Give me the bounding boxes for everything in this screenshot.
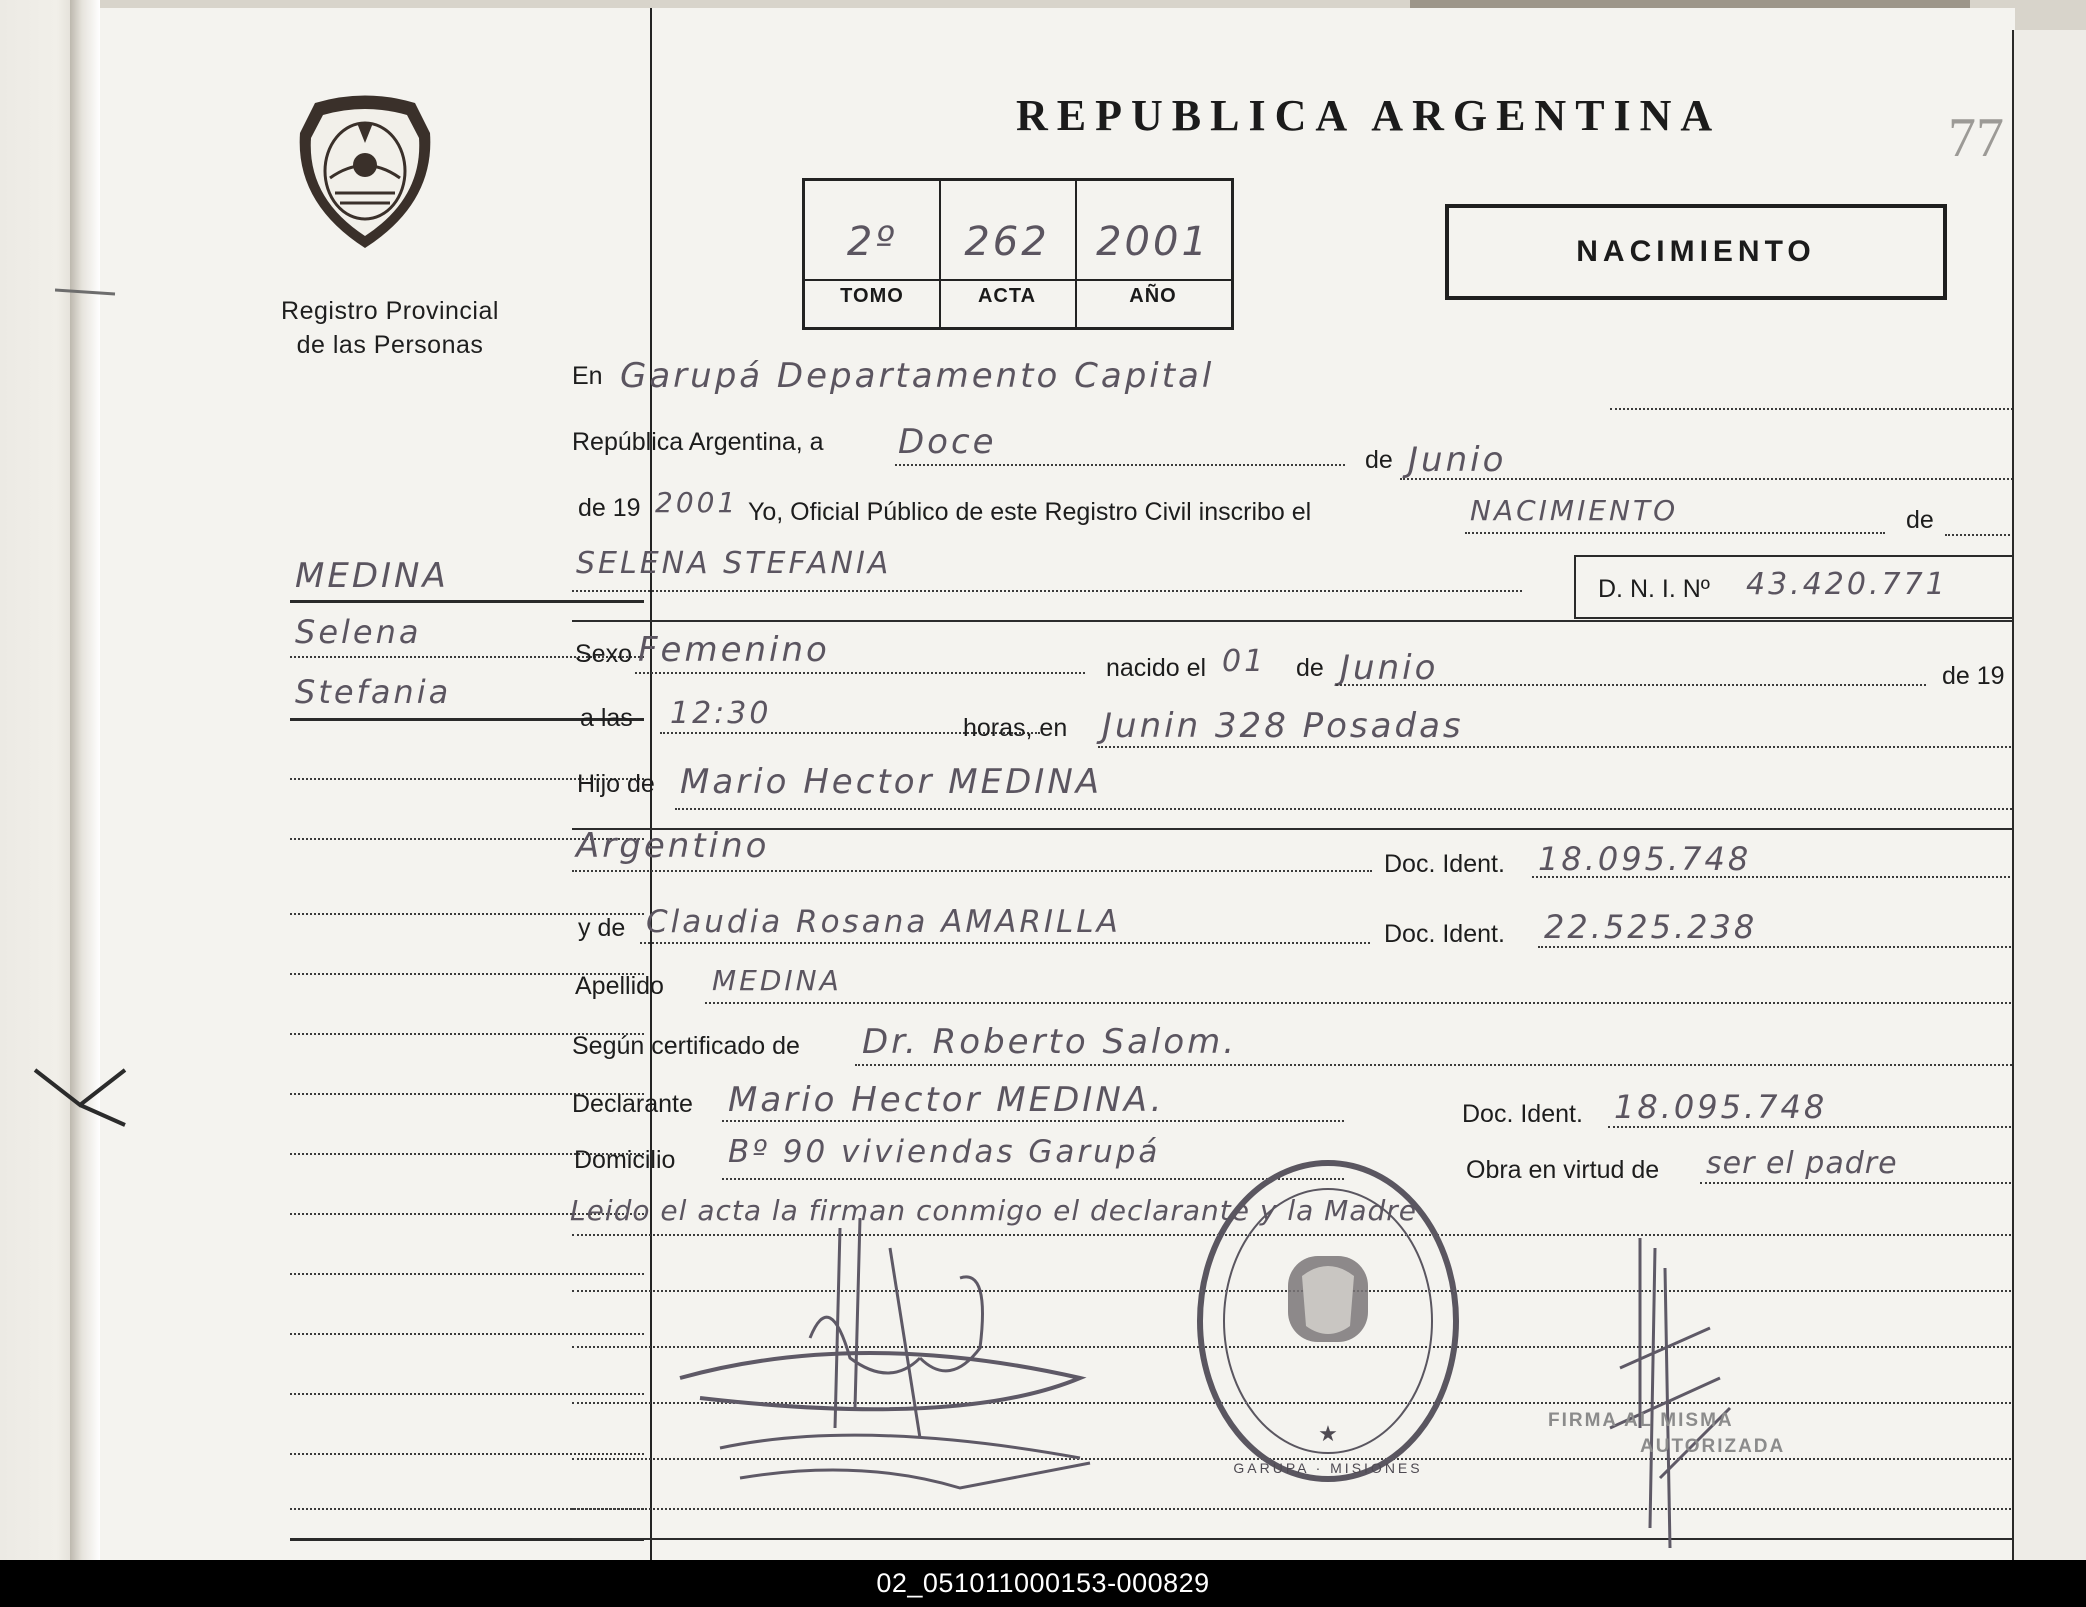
y-de-label: y de: [578, 914, 626, 942]
en-label: En: [572, 362, 603, 390]
signature-official-icon: [1600, 1228, 1750, 1558]
declarante-label: Declarante: [572, 1090, 693, 1118]
tomo-value: 2º: [846, 219, 898, 265]
mother-name-value: Claudia Rosana AMARILLA: [646, 904, 1121, 940]
horas-label: horas, en: [963, 714, 1068, 742]
declarante-doc-label: Doc. Ident.: [1462, 1100, 1583, 1128]
acta-value: 262: [964, 219, 1050, 265]
hijo-label: Hijo de: [577, 770, 655, 798]
dotted-line: [1400, 478, 2085, 480]
de-label: de: [1365, 446, 1393, 474]
sidebar-given-name-1: Selena: [295, 613, 422, 651]
birth-time-value: 12:30: [670, 696, 772, 731]
sexo-value: Femenino: [638, 630, 830, 670]
dotted-line: [895, 464, 1345, 466]
mother-doc-value: 22.525.238: [1544, 908, 1758, 946]
registry-title-line1: Registro Provincial: [281, 297, 499, 325]
anio-value: 2001: [1096, 219, 1210, 265]
official-signature-block: [1548, 1408, 1785, 1460]
sidebar-line: [290, 1393, 644, 1395]
binding-thread-icon: [30, 1060, 130, 1130]
apellido-value: MEDINA: [712, 964, 842, 997]
birth-day-value: 01: [1222, 644, 1267, 679]
sidebar-line: [290, 1273, 644, 1275]
svg-text:★: ★: [1318, 1421, 1338, 1446]
obra-value: ser el padre: [1706, 1146, 1898, 1181]
dotted-line: [1538, 946, 2083, 948]
anio-label: AÑO: [1129, 285, 1177, 307]
obra-label: Obra en virtud de: [1466, 1156, 1660, 1184]
registry-title: [250, 294, 530, 362]
dotted-line: [855, 1064, 2083, 1066]
section-rule: [572, 828, 2085, 830]
next-page-edge: [2012, 30, 2086, 1560]
acta-cell: [939, 181, 1077, 327]
anio-cell: [1075, 181, 1231, 327]
dni-box: [1574, 555, 2086, 619]
record-box: [802, 178, 1234, 330]
dotted-line: [705, 1002, 2083, 1004]
official-line1: FIRMA AL MISMA: [1548, 1410, 1734, 1431]
a-las-label: a las: [580, 704, 633, 732]
father-doc-label: Doc. Ident.: [1384, 850, 1505, 878]
sidebar-line: [290, 1333, 644, 1335]
apellido-label: Apellido: [575, 972, 664, 1000]
stamp-bottom-text: GARUPA · MISIONES: [1233, 1460, 1423, 1476]
dni-label: D. N. I. Nº: [1598, 575, 1710, 603]
domicilio-value: Bº 90 viviendas Garupá: [728, 1134, 1161, 1170]
dotted-line: [675, 808, 2083, 810]
birth-place-value: Junin 328 Posadas: [1102, 706, 1464, 746]
de-label-3: de: [1296, 654, 1324, 682]
binding-thread-icon: [55, 270, 125, 310]
certificate-page: [100, 8, 2015, 1560]
tomo-cell: [805, 181, 941, 327]
father-doc-value: 18.095.748: [1538, 840, 1752, 878]
image-caption: 02_051011000153-000829: [876, 1568, 1210, 1598]
dni-value: 43.420.771: [1746, 567, 1948, 602]
father-nationality-value: Argentino: [576, 826, 770, 866]
father-name-value: Mario Hector MEDINA: [680, 762, 1103, 802]
provincial-seal-icon: [295, 93, 435, 253]
birth-month-value: Junio: [1340, 648, 1439, 688]
declarante-value: Mario Hector MEDINA.: [728, 1080, 1165, 1120]
republica-label: República Argentina, a: [572, 428, 824, 456]
de-year-label-2: de 19: [1942, 662, 2005, 690]
sexo-label: Sexo: [575, 640, 632, 668]
section-rule: [572, 620, 2085, 622]
dotted-line: [572, 870, 1372, 872]
registry-stamp-icon: [1192, 1156, 1464, 1486]
de-year-label: de 19: [578, 494, 641, 522]
book-spine: [70, 0, 100, 1560]
official-line2: AUTORIZADA: [1640, 1436, 1786, 1457]
dotted-line: [572, 590, 1522, 592]
acta-label: ACTA: [977, 285, 1037, 307]
act-type-value: NACIMIENTO: [1470, 494, 1679, 527]
dotted-line: [1098, 746, 2083, 748]
sidebar-surname: MEDINA: [295, 556, 449, 596]
record-box-divider: [805, 279, 1231, 281]
dotted-line: [1532, 876, 2082, 878]
yo-text: Yo, Oficial Público de este Registro Civil inscribo el: [748, 498, 1312, 526]
country-heading: REPUBLICA ARGENTINA: [1016, 91, 1722, 140]
dotted-line: [635, 672, 1085, 674]
dotted-line: [1465, 532, 1885, 534]
folio-number: 77: [1948, 107, 2004, 169]
dotted-line: [1336, 684, 1926, 686]
signature-declarante-icon: [660, 1188, 1180, 1518]
dotted-line: [640, 942, 1370, 944]
registry-title-line2: de las Personas: [296, 331, 484, 359]
sidebar-line: [290, 1453, 644, 1455]
closing-note: Leido el acta la firman conmigo el declarante y la Madre: [570, 1194, 1417, 1227]
certificado-label: Según certificado de: [572, 1032, 800, 1060]
sidebar-given-name-2: Stefania: [295, 673, 452, 711]
place-value: Garupá Departamento Capital: [620, 356, 1215, 396]
section-rule: [572, 1538, 2085, 1540]
child-name-value: SELENA STEFANIA: [576, 546, 892, 581]
nacido-label: nacido el: [1106, 654, 1207, 682]
dotted-line: [722, 1120, 1344, 1122]
certificate-type-box: NACIMIENTO: [1445, 204, 1947, 300]
de-label-2: de: [1906, 506, 1934, 534]
day-words-value: Doce: [898, 422, 997, 462]
domicilio-label: Domicilio: [574, 1146, 676, 1174]
mother-doc-label: Doc. Ident.: [1384, 920, 1505, 948]
certificado-value: Dr. Roberto Salom.: [862, 1022, 1238, 1062]
tomo-label: TOMO: [840, 285, 904, 307]
sidebar-line: [290, 600, 644, 603]
year-value: 2001: [655, 486, 739, 519]
month-value: Junio: [1408, 440, 1507, 480]
declarante-doc-value: 18.095.748: [1614, 1088, 1828, 1126]
